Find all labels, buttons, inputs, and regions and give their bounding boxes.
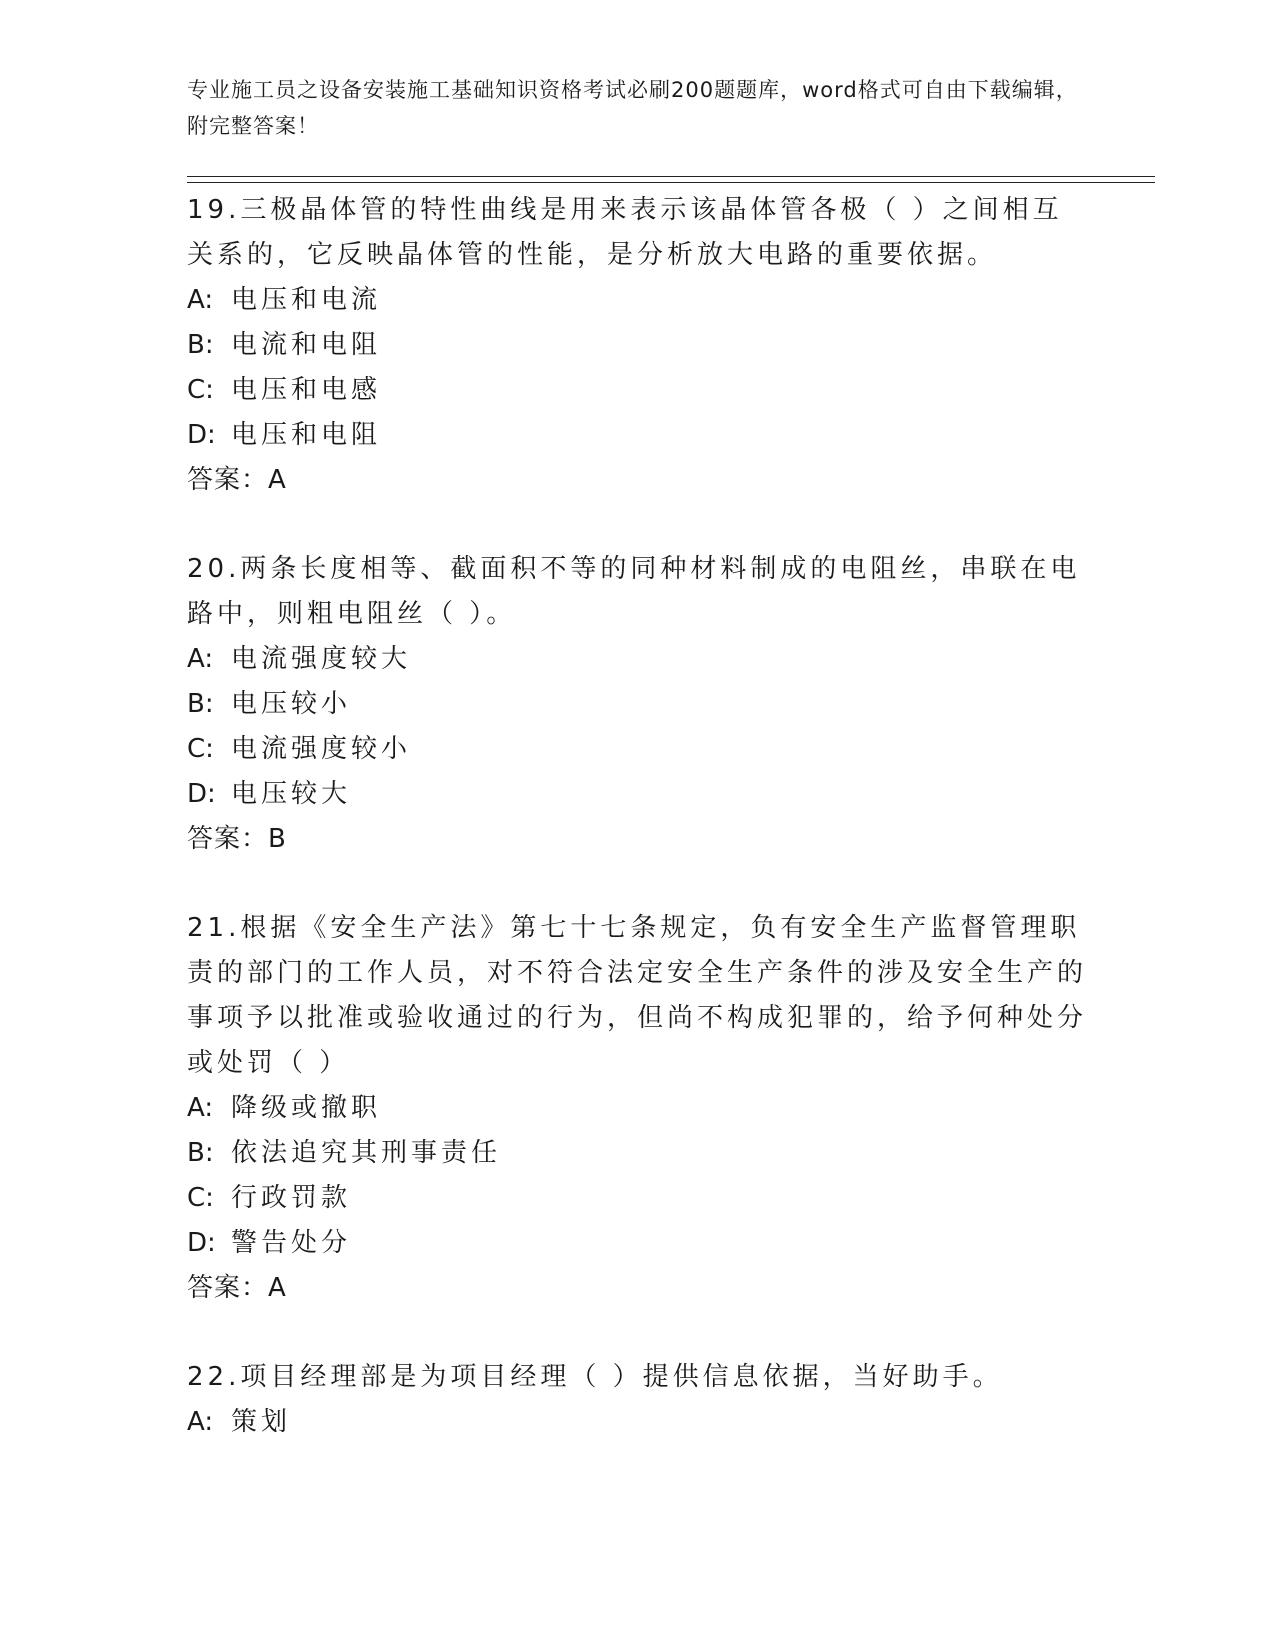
question-stem (187, 547, 1087, 637)
option-key: C: (187, 1183, 214, 1213)
option-text: 电压和电感 (231, 375, 382, 405)
answer-line: 答案：A (187, 465, 287, 495)
option-key: D: (187, 779, 216, 809)
option-text: 降级或撤职 (231, 1093, 382, 1123)
option-d (187, 1221, 1087, 1266)
option-text: 电流强度较大 (231, 644, 412, 674)
option-key: A: (187, 644, 214, 674)
option-key: C: (187, 734, 214, 764)
option-key: B: (187, 330, 214, 360)
option-text: 电压和电流 (231, 285, 382, 315)
question-22 (187, 1355, 1087, 1445)
question-stem (187, 1355, 1087, 1400)
header-divider-top (187, 176, 1155, 177)
option-text: 电流和电阻 (231, 330, 382, 360)
option-a (187, 1400, 1087, 1445)
option-key: A: (187, 1407, 214, 1437)
option-key: B: (187, 689, 214, 719)
option-c (187, 368, 1087, 413)
option-d (187, 772, 1087, 817)
option-a (187, 1086, 1087, 1131)
option-text: 警告处分 (231, 1228, 352, 1258)
question-number: 21. (187, 913, 241, 943)
option-key: D: (187, 420, 216, 450)
option-c (187, 727, 1087, 772)
option-b (187, 1131, 1087, 1176)
option-text: 电压较大 (231, 779, 352, 809)
option-text: 电流强度较小 (231, 734, 412, 764)
option-b (187, 682, 1087, 727)
answer-line: 答案：A (187, 1273, 287, 1303)
document-header: 专业施工员之设备安装施工基础知识资格考试必刷200题题库，word格式可自由下载编辑，附完整答案！ (187, 78, 1078, 138)
question-number: 20. (187, 554, 241, 584)
option-a (187, 637, 1087, 682)
option-key: D: (187, 1228, 216, 1258)
option-text: 依法追究其刑事责任 (231, 1138, 502, 1168)
question-text: 两条长度相等、截面积不等的同种材料制成的电阻丝，串联在电路中，则粗电阻丝（ ）。 (187, 554, 1081, 629)
option-d (187, 413, 1087, 458)
option-key: C: (187, 375, 214, 405)
answer-line: 答案：B (187, 824, 287, 854)
option-text: 电压较小 (231, 689, 352, 719)
question-number: 22. (187, 1362, 241, 1392)
option-text: 策划 (231, 1407, 292, 1437)
question-number: 19. (187, 195, 241, 225)
option-text: 行政罚款 (231, 1183, 352, 1213)
question-21 (187, 906, 1087, 1311)
option-a (187, 278, 1087, 323)
option-key: A: (187, 285, 214, 315)
option-b (187, 323, 1087, 368)
option-key: B: (187, 1138, 214, 1168)
question-list (187, 188, 1087, 1489)
question-text: 三极晶体管的特性曲线是用来表示该晶体管各极（ ）之间相互关系的，它反映晶体管的性能，是分析放大电路的重要依据。 (187, 195, 1063, 270)
question-stem (187, 188, 1087, 278)
question-stem (187, 906, 1087, 1086)
question-text: 项目经理部是为项目经理（ ）提供信息依据，当好助手。 (240, 1362, 1003, 1392)
header-divider-bottom (187, 182, 1155, 183)
question-19 (187, 188, 1087, 503)
question-20 (187, 547, 1087, 862)
question-text: 根据《安全生产法》第七十七条规定，负有安全生产监督管理职责的部门的工作人员，对不符合法定安全生产条件的涉及安全生产的事项予以批准或验收通过的行为，但尚不构成犯罪的，给予何种处分或处罚（ ） (187, 913, 1088, 1078)
option-text: 电压和电阻 (231, 420, 382, 450)
option-c (187, 1176, 1087, 1221)
option-key: A: (187, 1093, 214, 1123)
